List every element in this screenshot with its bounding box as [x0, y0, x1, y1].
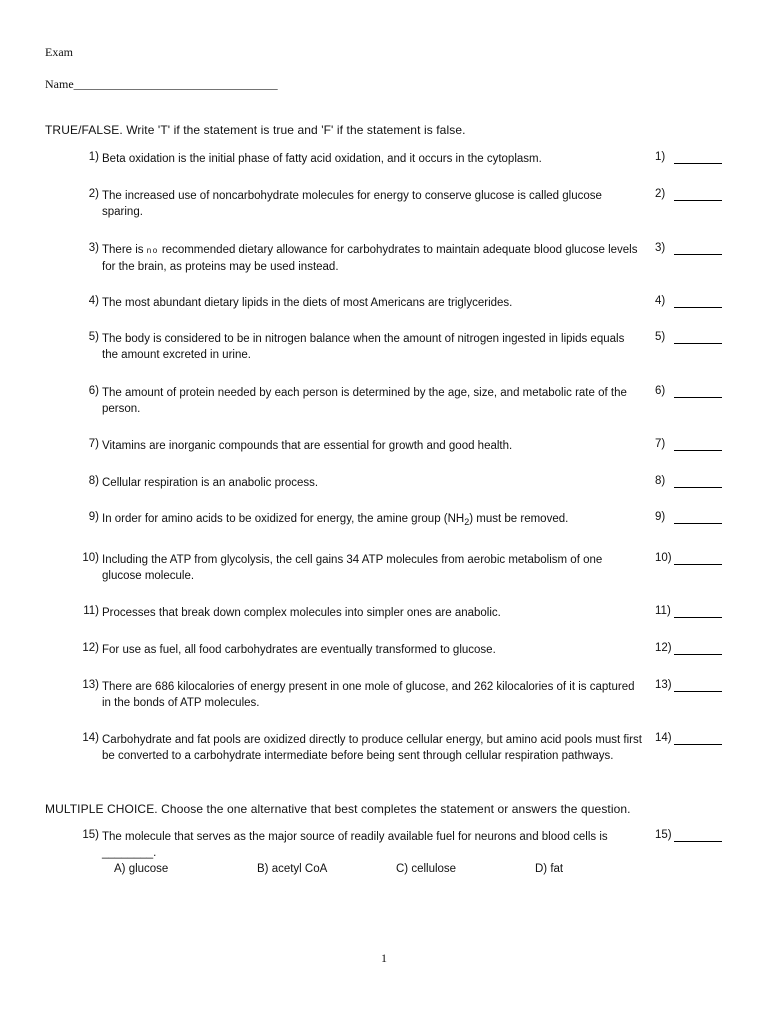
question-number: 8): [88, 475, 99, 487]
answer-number: 1): [655, 151, 666, 163]
answer-blank[interactable]: [674, 679, 722, 692]
question-text: The amount of protein needed by each person is determined by the age, size, and metabolic rate of the person.: [102, 387, 627, 415]
answer-number: 7): [655, 438, 666, 450]
question-number: 2): [88, 188, 99, 200]
page-number: 1: [381, 951, 387, 965]
question-text: Beta oxidation is the initial phase of fatty acid oxidation, and it occurs in the cytoplasm.: [102, 153, 542, 165]
question-text: The molecule that serves as the major source of readily available fuel for neurons and blood cells is ________.: [102, 831, 608, 859]
emphasis-no: no: [146, 246, 159, 255]
question-number: 11): [83, 605, 99, 617]
question-number: 7): [88, 438, 99, 450]
question-text: There are 686 kilocalories of energy present in one mole of glucose, and 262 kilocalories of it is captured in the bonds of ATP molecules.: [102, 681, 635, 709]
question-number: 10): [82, 552, 99, 564]
choice-a[interactable]: A) glucose: [114, 863, 169, 875]
question-number: 4): [88, 295, 99, 307]
question-text: Including the ATP from glycolysis, the cell gains 34 ATP molecules from aerobic metabolism of one glucose molecule.: [102, 554, 603, 582]
question-number: 6): [88, 385, 99, 397]
answer-number: 5): [655, 331, 666, 343]
answer-number: 6): [655, 385, 666, 397]
question-text: The body is considered to be in nitrogen balance when the amount of nitrogen ingested in lipids equals the amount excreted in urine.: [102, 333, 625, 361]
answer-number: 11): [655, 605, 671, 617]
answer-number: 2): [655, 188, 666, 200]
question-text: Vitamins are inorganic compounds that are essential for growth and good health.: [102, 440, 513, 452]
question-number: 3): [88, 242, 99, 254]
answer-number: 12): [655, 642, 672, 654]
answer-number: 3): [655, 242, 666, 254]
answer-number: 13): [655, 679, 672, 691]
name-label: Name: [45, 77, 74, 91]
answer-blank[interactable]: [674, 385, 722, 398]
name-field[interactable]: [45, 77, 278, 92]
question-number: 5): [88, 331, 99, 343]
question-number: 9): [88, 511, 99, 523]
multiple-choice-heading: MULTIPLE CHOICE. Choose the one alternative that best completes the statement or answers the question.: [45, 802, 631, 816]
answer-number: 4): [655, 295, 666, 307]
answer-blank[interactable]: [674, 605, 722, 618]
question-number: 13): [82, 679, 99, 691]
question-text: The increased use of noncarbohydrate molecules for energy to conserve glucose is called glucose sparing.: [102, 190, 602, 218]
answer-blank[interactable]: [674, 829, 722, 842]
true-false-heading: TRUE/FALSE. Write 'T' if the statement is true and 'F' if the statement is false.: [45, 123, 466, 137]
answer-number: 10): [655, 552, 672, 564]
question-number: 15): [82, 829, 99, 841]
answer-blank[interactable]: [674, 151, 722, 164]
answer-number: 8): [655, 475, 666, 487]
question-text: Cellular respiration is an anabolic process.: [102, 477, 319, 489]
answer-blank[interactable]: [674, 732, 722, 745]
question-text: Carbohydrate and fat pools are oxidized directly to produce cellular energy, but amino acid pools must first be converted to a carbohydrate intermediate before being sent through cellular respiration pathways.: [102, 734, 642, 762]
answer-blank[interactable]: [674, 475, 722, 488]
answer-blank[interactable]: [674, 331, 722, 344]
question-text: For use as fuel, all food carbohydrates are eventually transformed to glucose.: [102, 644, 496, 656]
question-text: The most abundant dietary lipids in the diets of most Americans are triglycerides.: [102, 297, 513, 309]
name-blank[interactable]: __________________________________: [73, 77, 278, 91]
answer-blank[interactable]: [674, 511, 722, 524]
answer-blank[interactable]: [674, 242, 722, 255]
question-number: 14): [82, 732, 99, 744]
question-number: 1): [88, 151, 99, 163]
answer-blank[interactable]: [674, 295, 722, 308]
answer-blank[interactable]: [674, 188, 722, 201]
subscript-2: 2: [464, 517, 470, 527]
answer-blank[interactable]: [674, 438, 722, 451]
answer-number: 9): [655, 511, 666, 523]
choice-c[interactable]: C) cellulose: [396, 863, 457, 875]
question-text: In order for amino acids to be oxidized for energy, the amine group $(NH_2)$ must be removed.: [102, 513, 569, 527]
choice-b[interactable]: B) acetyl CoA: [257, 863, 328, 875]
question-text: Processes that break down complex molecules into simpler ones are anabolic.: [102, 607, 501, 619]
exam-label: Exam: [45, 45, 73, 59]
question-number: 12): [82, 642, 99, 654]
question-text: There is no recommended dietary allowance for carbohydrates to maintain adequate blood glucose levels for the brain, as proteins may be used instead.: [102, 244, 638, 273]
answer-number: 14): [655, 732, 672, 744]
answer-blank[interactable]: [674, 552, 722, 565]
choice-d[interactable]: D) fat: [535, 863, 564, 875]
answer-blank[interactable]: [674, 642, 722, 655]
answer-number: 15): [655, 829, 672, 841]
